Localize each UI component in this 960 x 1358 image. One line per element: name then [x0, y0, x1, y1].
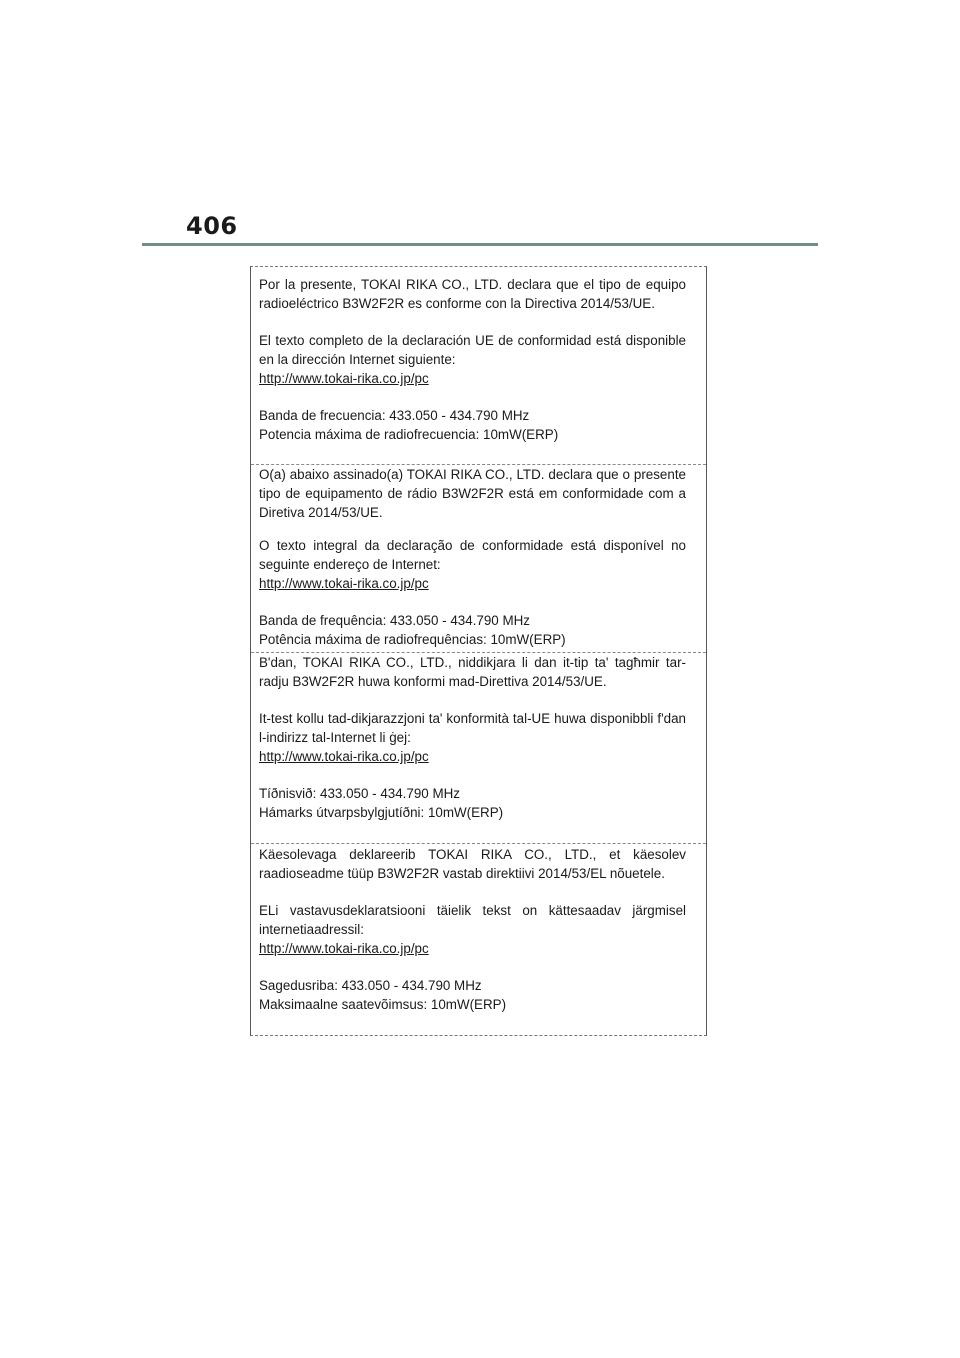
full-text-notice: It-test kollu tad-dikjarazzjoni ta' konformità tal-UE huwa disponibbli f'dan l-indirizz tal-Internet li ġej: — [259, 711, 686, 745]
full-text-notice: El texto completo de la declaración UE de conformidad está disponible en la dirección Internet siguiente: — [259, 333, 686, 367]
declaration-text: Käesolevaga deklareerib TOKAI RIKA CO., LTD., et käesolev raadioseadme tüüp B3W2F2R vastab direktiivi 2014/53/EL nõuetele. — [259, 847, 686, 881]
max-power: Hámarks útvarpsbylgjutíðni: 10mW(ERP) — [259, 805, 504, 820]
declaration-link[interactable]: http://www.tokai-rika.co.jp/pc — [259, 576, 429, 591]
frequency-band: Banda de frequência: 433.050 - 434.790 MHz — [259, 613, 530, 628]
full-text-notice: ELi vastavusdeklaratsiooni täielik tekst on kättesaadav järgmisel internetiaadressil: — [259, 903, 686, 937]
frequency-band: Tíðnisvið: 433.050 - 434.790 MHz — [259, 786, 460, 801]
frequency-band: Sagedusriba: 433.050 - 434.790 MHz — [259, 978, 482, 993]
full-text-notice: O texto integral da declaração de conformidade está disponível no seguinte endereço de Internet: — [259, 538, 686, 572]
page-number: 406 — [186, 212, 238, 240]
max-power: Maksimaalne saatevõimsus: 10mW(ERP) — [259, 997, 507, 1012]
max-power: Potência máxima de radiofrequências: 10mW(ERP) — [259, 632, 566, 647]
declaration-link[interactable]: http://www.tokai-rika.co.jp/pc — [259, 749, 429, 764]
declaration-box — [250, 266, 707, 1036]
declaration-link[interactable]: http://www.tokai-rika.co.jp/pc — [259, 371, 429, 386]
frequency-band: Banda de frecuencia: 433.050 - 434.790 MHz — [259, 408, 530, 423]
declaration-text: B'dan, TOKAI RIKA CO., LTD., niddikjara li dan it-tip ta' tagħmir tar-radju B3W2F2R huwa konformi mad-Direttiva 2014/53/UE. — [259, 655, 686, 689]
declaration-link[interactable]: http://www.tokai-rika.co.jp/pc — [259, 941, 429, 956]
declaration-text: Por la presente, TOKAI RIKA CO., LTD. declara que el tipo de equipo radioeléctrico B3W2F2R es conforme con la Directiva 2014/53/UE. — [259, 277, 686, 311]
section-divider — [251, 843, 706, 844]
declaration-section-estonian — [251, 845, 706, 1014]
declaration-section-portuguese — [251, 465, 706, 649]
max-power: Potencia máxima de radiofrecuencia: 10mW(ERP) — [259, 427, 559, 442]
declaration-section-maltese — [251, 653, 706, 822]
declaration-section-spanish — [251, 275, 706, 444]
header-rule — [142, 243, 818, 246]
declaration-text: O(a) abaixo assinado(a) TOKAI RIKA CO., LTD. declara que o presente tipo de equipamento de rádio B3W2F2R está em conformidade com a Diretiva 2014/53/UE. — [259, 467, 686, 520]
